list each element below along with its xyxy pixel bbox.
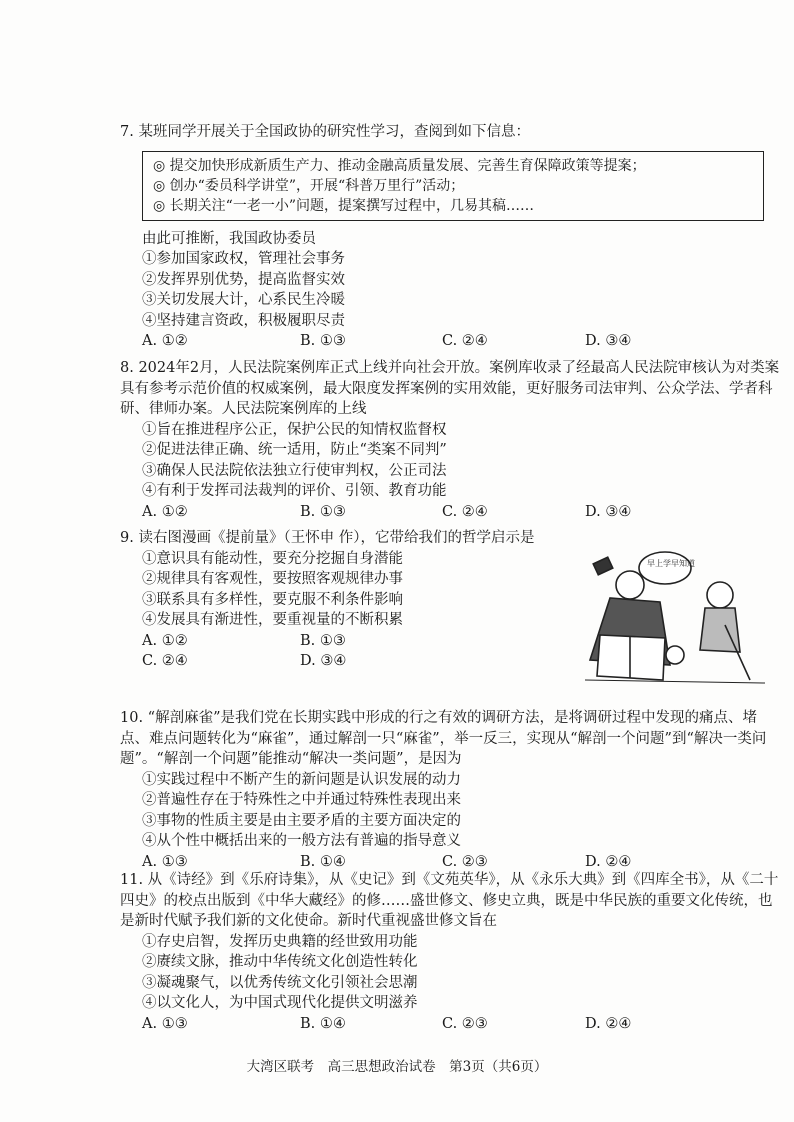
info-box — [142, 151, 764, 221]
choice-c[interactable]: C. ②④ — [442, 503, 488, 520]
option-1: ①旨在推进程序公正，保护公民的知情权监督权 — [142, 421, 447, 438]
option-2: ②赓续文脉，推动中华传统文化创造性转化 — [142, 954, 418, 970]
choice-a[interactable]: A. ①② — [142, 632, 188, 649]
question-9 — [120, 528, 560, 671]
choice-a[interactable]: A. ①② — [142, 503, 188, 520]
option-4: ④发展具有渐进性，要重视量的不断积累 — [142, 612, 403, 628]
choice-b[interactable]: B. ①④ — [300, 1015, 346, 1032]
choice-a[interactable]: A. ①② — [142, 333, 188, 349]
answer-choices-row-2 — [120, 651, 560, 671]
option-2: ②规律具有客观性，要按照客观规律办事 — [142, 571, 403, 587]
question-11-stem: 11. 从《诗经》到《乐府诗集》，从《史记》到《文苑英华》，从《永乐大典》到《四库全书》，从《二十四史》的校点出版到《中华大藏经》的修……盛世修文、修史立典，既是中华民族的重要文化传统，也是新时代赋予我们新的文化使命。新时代重视盛世修文旨在 — [120, 872, 779, 929]
choice-d[interactable]: D. ③④ — [300, 652, 347, 669]
choice-a[interactable]: A. ①③ — [142, 1015, 188, 1032]
info-item: ◎ 长期关注“一老一小”问题，提案撰写过程中，几易其稿…… — [153, 197, 534, 214]
choice-b[interactable]: B. ①④ — [300, 853, 346, 870]
question-9-stem: 9. 读右图漫画《提前量》（王怀申 作），它带给我们的哲学启示是 — [120, 530, 535, 546]
option-2: ②普遍性存在于特殊性之中并通过特殊性表现出来 — [142, 792, 461, 808]
choice-b[interactable]: B. ①③ — [300, 632, 346, 649]
option-1: ①参加国家政权，管理社会事务 — [142, 251, 345, 267]
option-4: ④从个性中概括出来的一般方法有普遍的指导意义 — [142, 833, 461, 849]
answer-choices — [120, 1014, 780, 1034]
question-7 — [120, 122, 780, 351]
option-1: ①实践过程中不断产生的新问题是认识发展的动力 — [142, 771, 461, 788]
answer-choices — [120, 331, 780, 351]
page-footer: 大湾区联考 高三思想政治试卷 第3页（共6页） — [246, 1059, 548, 1075]
option-3: ③事物的性质主要是由主要矛盾的主要方面决定的 — [142, 812, 461, 829]
option-4: ④有利于发挥司法裁判的评价、引领、教育功能 — [142, 483, 447, 499]
choice-b[interactable]: B. ①③ — [300, 503, 346, 520]
choice-b[interactable]: B. ①③ — [300, 333, 346, 349]
option-4: ④坚持建言资政，积极履职尽责 — [142, 312, 345, 329]
question-10 — [120, 708, 780, 872]
question-10-stem: 10. “解剖麻雀”是我们党在长期实践中形成的行之有效的调研方法，是将调研过程中发现的痛点、堵点、难点问题转化为“麻雀”，通过解剖一只“麻雀”，举一反三，实现从“解剖一个问题”到“解决一类问题”。“解剖一个问题”能推动“解决一类问题”，是因为 — [120, 710, 767, 767]
answer-choices — [120, 852, 780, 872]
option-2: ②促进法律正确、统一适用，防止“类案不同判” — [142, 442, 447, 458]
question-7-stem: 7. 某班同学开展关于全国政协的研究性学习，查阅到如下信息： — [120, 124, 530, 140]
info-item: ◎ 提交加快形成新质生产力、推动金融高质量发展、完善生育保障政策等提案； — [153, 157, 646, 174]
option-3: ③关切发展大计，心系民生冷暖 — [142, 292, 345, 308]
question-8 — [120, 358, 780, 522]
question-8-stem: 8. 2024年2月，人民法院案例库正式上线并向社会开放。案例库收录了经最高人民法院审核认为对类案具有参考示范价值的权威案例，最大限度发挥案例的实用效能，更好服务司法审判、公众学法、学者科研、律师办案。人民法院案例库的上线 — [120, 360, 780, 417]
option-3: ③确保人民法院依法独立行使审判权，公正司法 — [142, 462, 447, 479]
cartoon-illustration — [575, 540, 775, 690]
choice-c[interactable]: C. ②④ — [142, 652, 188, 669]
choice-c[interactable]: C. ②④ — [442, 333, 488, 349]
question-11 — [120, 870, 780, 1034]
option-2: ②发挥界别优势，提高监督实效 — [142, 271, 345, 288]
choice-d[interactable]: D. ③④ — [585, 333, 632, 349]
question-7-lead: 由此可推断，我国政协委员 — [142, 230, 316, 247]
choice-a[interactable]: A. ①③ — [142, 853, 188, 870]
option-1: ①存史启智，发挥历史典籍的经世致用功能 — [142, 933, 418, 950]
choice-d[interactable]: D. ②④ — [585, 1015, 632, 1032]
choice-d[interactable]: D. ③④ — [585, 503, 632, 520]
choice-c[interactable]: C. ②③ — [442, 1015, 488, 1032]
option-3: ③联系具有多样性，要克服不利条件影响 — [142, 591, 403, 608]
option-3: ③凝魂聚气，以优秀传统文化引领社会思潮 — [142, 974, 418, 991]
option-4: ④以文化人，为中国式现代化提供文明滋养 — [142, 995, 418, 1011]
info-item: ◎ 创办“委员科学讲堂”，开展“科普万里行”活动； — [153, 177, 465, 194]
answer-choices — [120, 502, 780, 522]
choice-d[interactable]: D. ②④ — [585, 853, 632, 870]
option-1: ①意识具有能动性，要充分挖掘自身潜能 — [142, 550, 403, 567]
answer-choices-row-1 — [120, 631, 560, 651]
speech-bubble-text: 早上学早知道 — [647, 559, 695, 568]
choice-c[interactable]: C. ②③ — [442, 853, 488, 870]
